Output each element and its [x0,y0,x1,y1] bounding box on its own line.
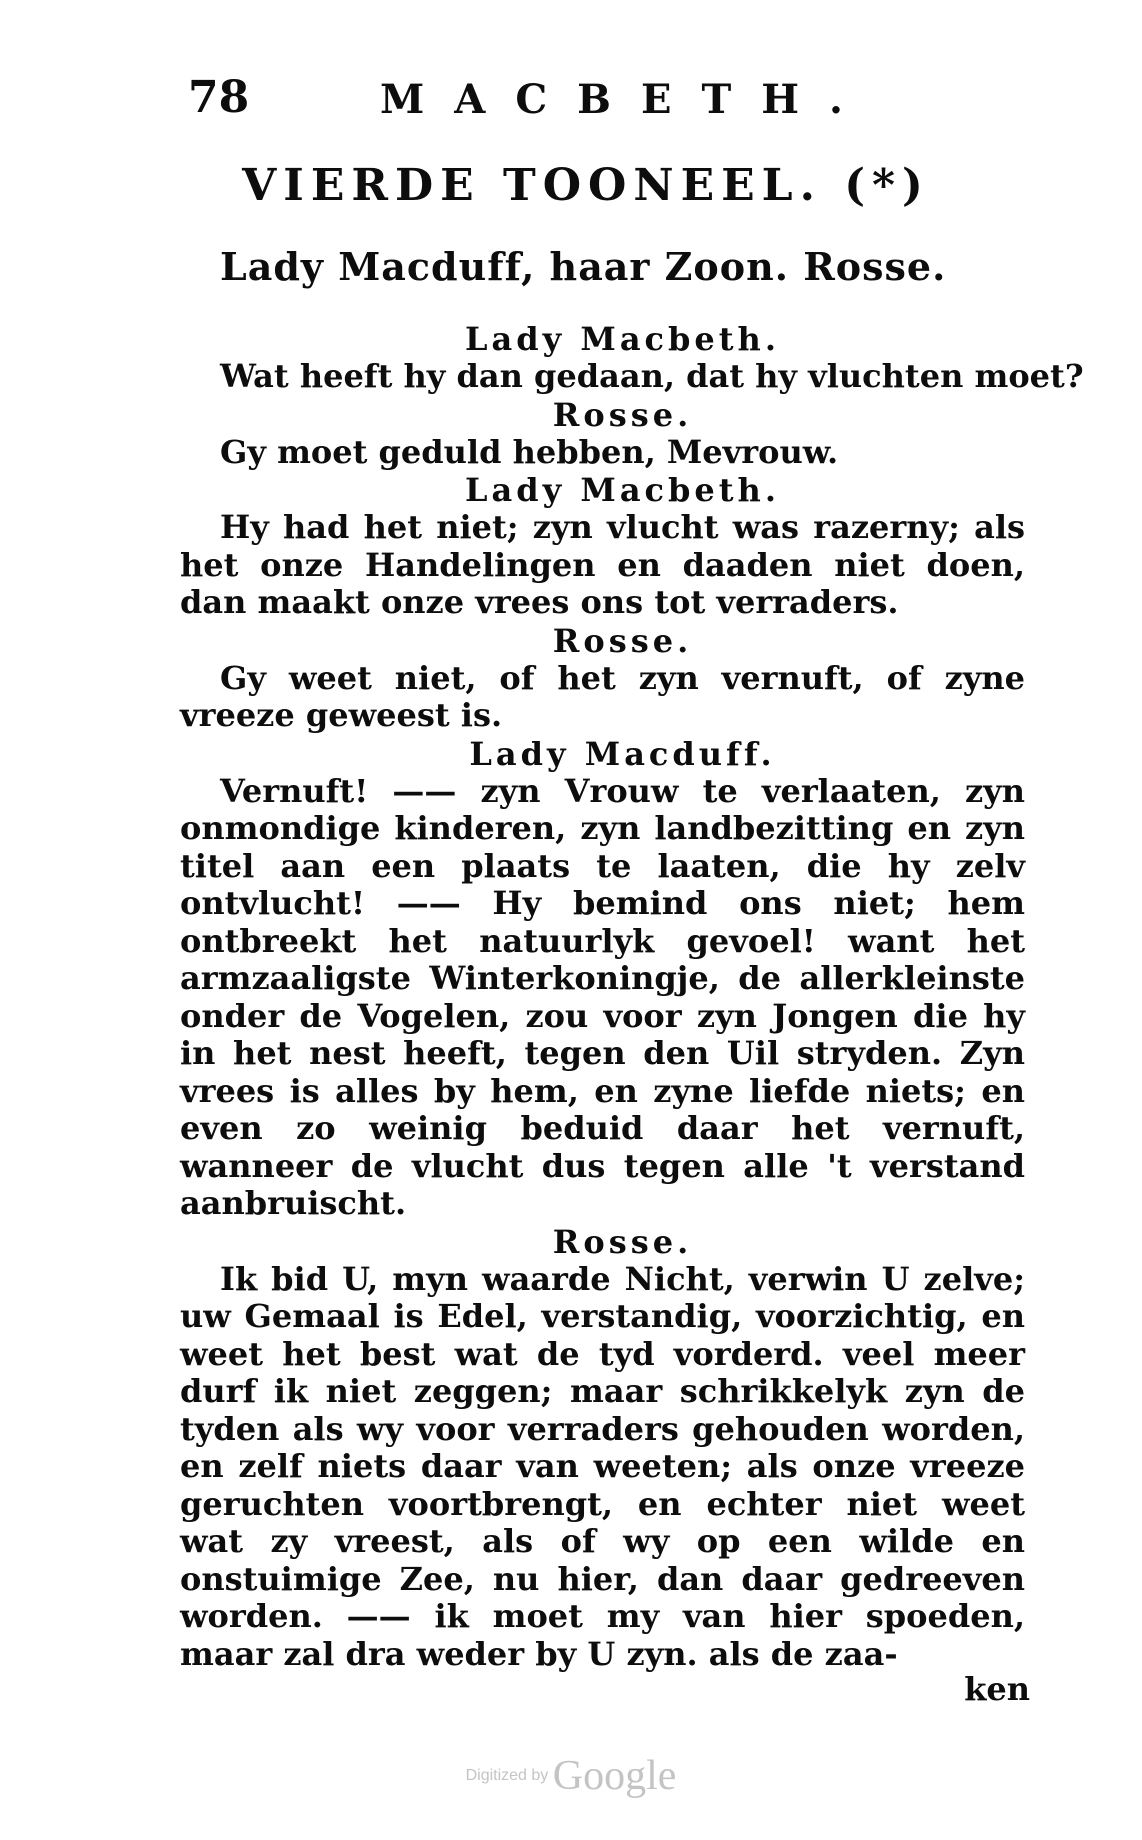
catchword: ken [964,1670,1030,1708]
dialogue-block [180,320,1084,1673]
speech-text: Gy weet niet, of het zyn vernuft, of zyne vreeze geweest is. [180,658,1025,734]
watermark-prefix: Digitized by [465,1767,549,1784]
running-head [180,72,1040,132]
speech-text: Vernuft! —— zyn Vrouw te verlaaten, zyn onmondige kinderen, zyn landbezitting en zyn titel aan een plaats te laaten, die hy zelv ontvlucht! —— Hy bemind ons niet; hem ontbreekt het natuurlyk gevoel! want het armzaaligste Winterkoningje, de allerkleinste onder de Vogelen, zou voor zyn Jongen die hy in het nest heeft, tegen den Uil stryden. Zyn vrees is alles by hem, en zyne liefde niets; en even zo weinig beduid daar het vernuft, wanneer de vlucht dus tegen alle 't verstand aanbruischt. [180,771,1025,1222]
google-logo: Google [552,1753,677,1799]
speaker-label: Rosse. [552,1222,693,1261]
speaker-label: Lady Macbeth. [465,471,780,509]
speech-text: Hy had het niet; zyn vlucht was razerny; als het onze Handelingen en daaden niet doen, dan maakt onze vrees ons tot verraders. [180,508,1025,621]
digitized-watermark [0,1752,1142,1800]
dramatis-personae: Lady Macduff, haar Zoon. Rosse. [220,244,947,289]
speech-text: Gy moet geduld hebben, Mevrouw. [220,432,839,471]
speech-text: Wat heeft hy dan gedaan, dat hy vluchten moet? [220,357,1084,395]
running-title: MACBETH. [380,76,873,123]
speaker-label: Rosse. [552,621,693,660]
speaker-label: Lady Macbeth. [465,320,780,358]
speech-text: Ik bid U, myn waarde Nicht, verwin U zelve; uw Gemaal is Edel, verstandig, voorzichtig, en weet het best wat de tyd vorderd. veel meer durf ik niet zeggen; maar schrikkelyk zyn de tyden als wy voor verraders gehouden worden, en zelf niets daar van weeten; als onze vreeze geruchten voortbrengt, en echter niet weet wat zy vreest, als of wy op een wilde en onstuimige Zee, nu hier, dan daar gedreeven worden. —— ik moet my van hier spoeden, maar zal dra weder by U zyn. als de zaa- [180,1259,1025,1673]
page-number: 78 [188,72,250,123]
speaker-label: Rosse. [552,395,693,434]
speaker-label: Lady Macduff. [469,734,776,773]
scene-title: VIERDE TOONEEL. (*) [242,160,930,211]
